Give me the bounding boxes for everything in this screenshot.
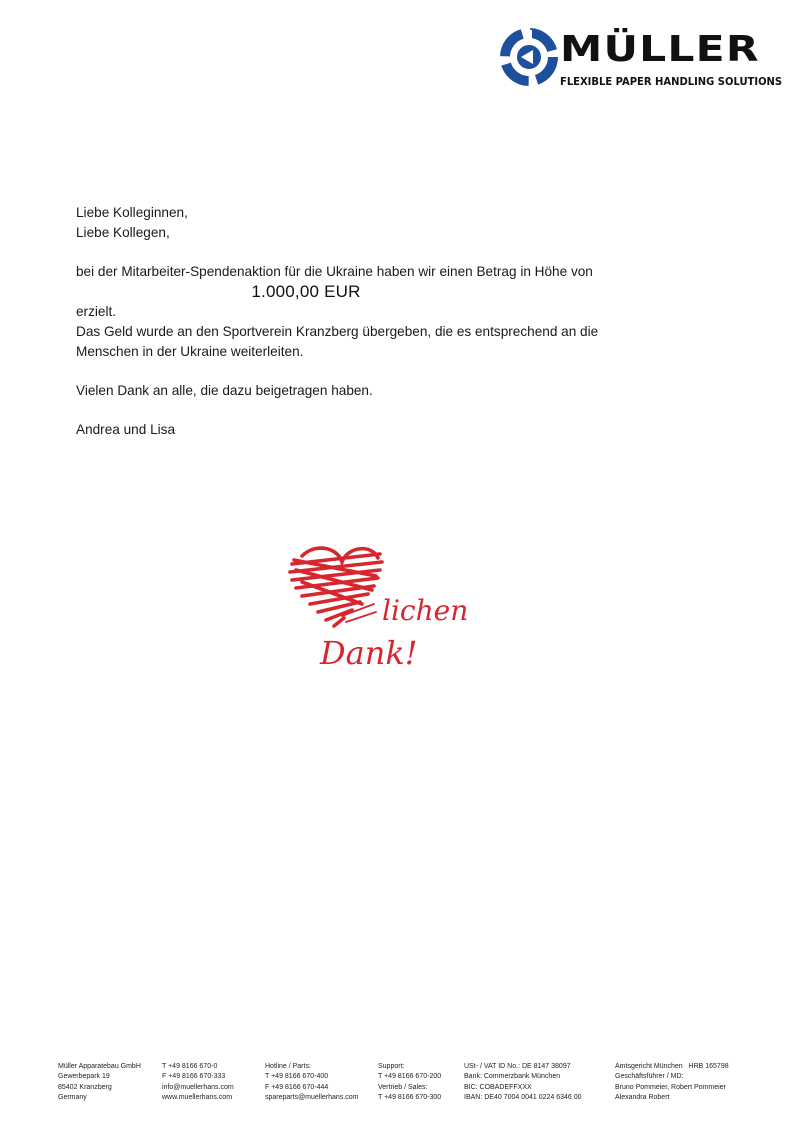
footer-line: Vertrieb / Sales: [378,1083,428,1091]
footer-line: Müller Apparatebau GmbH [58,1063,141,1070]
footer-line: Gewerbepark 19 [58,1073,110,1081]
footer-hotline [265,1062,358,1104]
footer-line: F +49 8166 670-444 [265,1083,329,1091]
footer-line: T +49 8166 670-0 [162,1063,218,1070]
footer-line: Alexandra Robert [615,1094,670,1102]
footer-support [378,1062,441,1104]
footer-website-link[interactable]: www.muellerhans.com [162,1094,233,1102]
logo-tagline: FLEXIBLE PAPER HANDLING SOLUTIONS [560,76,783,88]
footer-line: Germany [58,1094,87,1102]
thank-you-line: Vielen Dank an alle, die dazu beigetragen haben. [76,383,373,398]
company-logo [500,28,783,92]
footer-line: BIC: COBADEFFXXX [464,1083,532,1091]
footer-line: T +49 8166 670-400 [265,1073,329,1081]
footer-line: USt- / VAT ID No.: DE 8147 38097 [464,1063,571,1070]
footer-parts-email-link[interactable]: spareparts@muellerhans.com [265,1094,359,1102]
footer-line: Geschäftsführer / MD: [615,1073,684,1081]
salutation-line-2: Liebe Kollegen, [76,225,170,240]
footer-line: F +49 8166 670-333 [162,1073,226,1081]
heart-thanks-illustration [286,540,482,676]
footer-line: T +49 8166 670-300 [378,1094,442,1102]
salutation-line-1: Liebe Kolleginnen, [76,205,188,220]
handover-line-2: Menschen in der Ukraine weiterleiten. [76,344,304,359]
footer-line: Support: [378,1063,405,1070]
footer-bank [464,1062,582,1104]
signature: Andrea und Lisa [76,422,176,437]
footer-line: Amtsgericht München HRB 165798 [615,1063,729,1070]
footer-line: Bruno Pommeier, Robert Pommeier [615,1083,726,1091]
letter-body [76,203,676,440]
footer-email-link[interactable]: info@muellerhans.com [162,1083,234,1091]
footer-contact [162,1062,234,1104]
handover-line-1: Das Geld wurde an den Sportverein Kranzberg übergeben, die es entsprechend an die [76,324,599,339]
footer-line: Bank: Commerzbank München [464,1073,561,1081]
donation-amount: 1.000,00 EUR [251,282,361,301]
footer-line: Hotline / Parts: [265,1063,311,1070]
footer-line: IBAN: DE40 7004 0041 0224 6346 00 [464,1094,582,1102]
footer-registry [615,1062,729,1104]
result-line: erzielt. [76,304,117,319]
footer-company [58,1062,141,1104]
footer-line: 85402 Kranzberg [58,1083,112,1091]
intro-paragraph: bei der Mitarbeiter-Spendenaktion für die Ukraine haben wir einen Betrag in Höhe von [76,264,593,279]
logo-emblem-icon [500,28,558,86]
handwritten-text-line-1: lichen [382,594,469,627]
emblem-slot [526,30,532,42]
handwritten-text-line-2: Dank! [320,634,418,672]
logo-wordmark: MÜLLER [560,29,760,70]
footer-line: T +49 8166 670-200 [378,1073,442,1081]
